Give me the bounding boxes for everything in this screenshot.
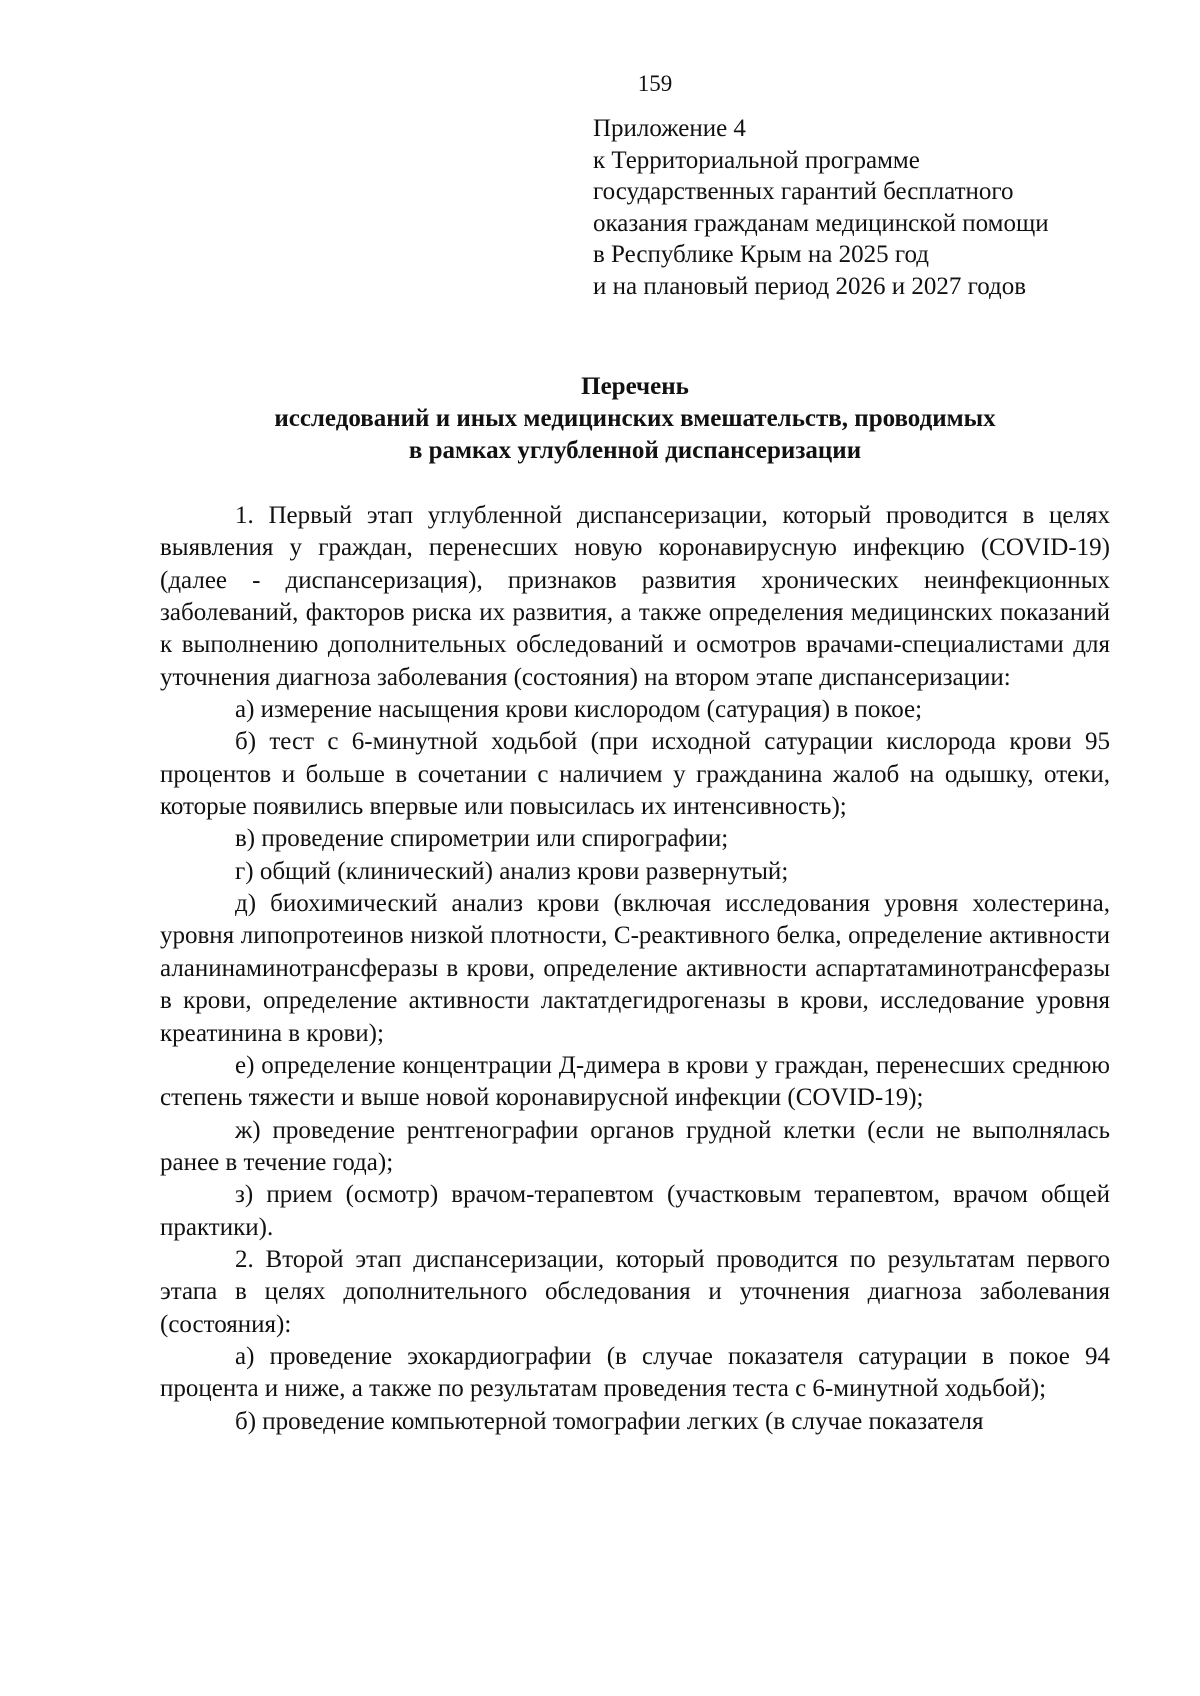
appendix-line: в Республике Крым на 2025 год xyxy=(593,241,929,268)
appendix-line: и на плановый период 2026 и 2027 годов xyxy=(593,272,1027,300)
title-line: в рамках углубленной диспансеризации xyxy=(408,437,862,464)
appendix-reference xyxy=(593,113,1153,302)
appendix-line: к Территориальной программе xyxy=(593,146,920,174)
list-item: д) биохимический анализ крови (включая исследования уровня холестерина, уровня липопротеинов низкой плотности, С-реактивного белка, определение активности аланинаминотрансферазы в крови, определение активности аспартатаминотрансферазы в крови, определение активности лактатдегидрогеназы в крови, исследование уровня креатинина в крови); xyxy=(160,890,1110,1047)
paragraph-stage-2: 2. Второй этап диспансеризации, который проводится по результатам первого этапа в целях дополнительного обследования и уточнения диагноза заболевания (состояния): xyxy=(160,1245,1110,1338)
list-item: а) измерение насыщения крови кислородом (сатурация) в покое; xyxy=(235,696,923,724)
list-item: б) тест с 6-минутной ходьбой (при исходной сатурации кислорода крови 95 процентов и больше в сочетании с наличием у гражданина жалоб на одышку, отеки, которые появились впервые или повысилась их интенсивность); xyxy=(160,728,1110,821)
page-number: 159 xyxy=(637,71,673,96)
document-title xyxy=(160,371,1110,467)
paragraph-stage-1: 1. Первый этап углубленной диспансеризации, который проводится в целях выявления у граждан, перенесших новую коронавирусную инфекцию (COVID-19) (далее - диспансеризация), признаков развития хронических неинфекционных заболеваний, факторов риска их развития, а также определения медицинских показаний к выполнению дополнительных обследований и осмотров врачами-специалистами для уточнения диагноза заболевания (состояния) на втором этапе диспансеризации: xyxy=(160,502,1110,691)
appendix-line: государственных гарантий бесплатного xyxy=(593,178,1014,205)
list-item: а) проведение эхокардиографии (в случае показателя сатурации в покое 94 процента и ниже, а также по результатам проведения теста с 6-минутной ходьбой); xyxy=(160,1342,1110,1403)
list-item: з) прием (осмотр) врачом-терапевтом (участковым терапевтом, врачом общей практики). xyxy=(160,1181,1110,1241)
title-line: Перечень xyxy=(581,373,689,400)
list-item: б) проведение компьютерной томографии легких (в случае показателя xyxy=(235,1407,984,1435)
title-line: исследований и иных медицинских вмешательств, проводимых xyxy=(274,405,996,432)
list-item: ж) проведение рентгенографии органов грудной клетки (если не выполнялась ранее в течение года); xyxy=(160,1116,1110,1176)
appendix-line: Приложение 4 xyxy=(593,115,746,142)
list-item: г) общий (клинический) анализ крови развернутый; xyxy=(235,857,789,885)
list-item: в) проведение спирометрии или спирографии; xyxy=(235,825,729,853)
list-item: е) определение концентрации Д-димера в крови у граждан, перенесших среднюю степень тяжести и выше новой коронавирусной инфекции (COVID-19); xyxy=(160,1051,1110,1112)
appendix-line: оказания гражданам медицинской помощи xyxy=(593,209,1049,237)
document-body xyxy=(160,500,1110,1438)
